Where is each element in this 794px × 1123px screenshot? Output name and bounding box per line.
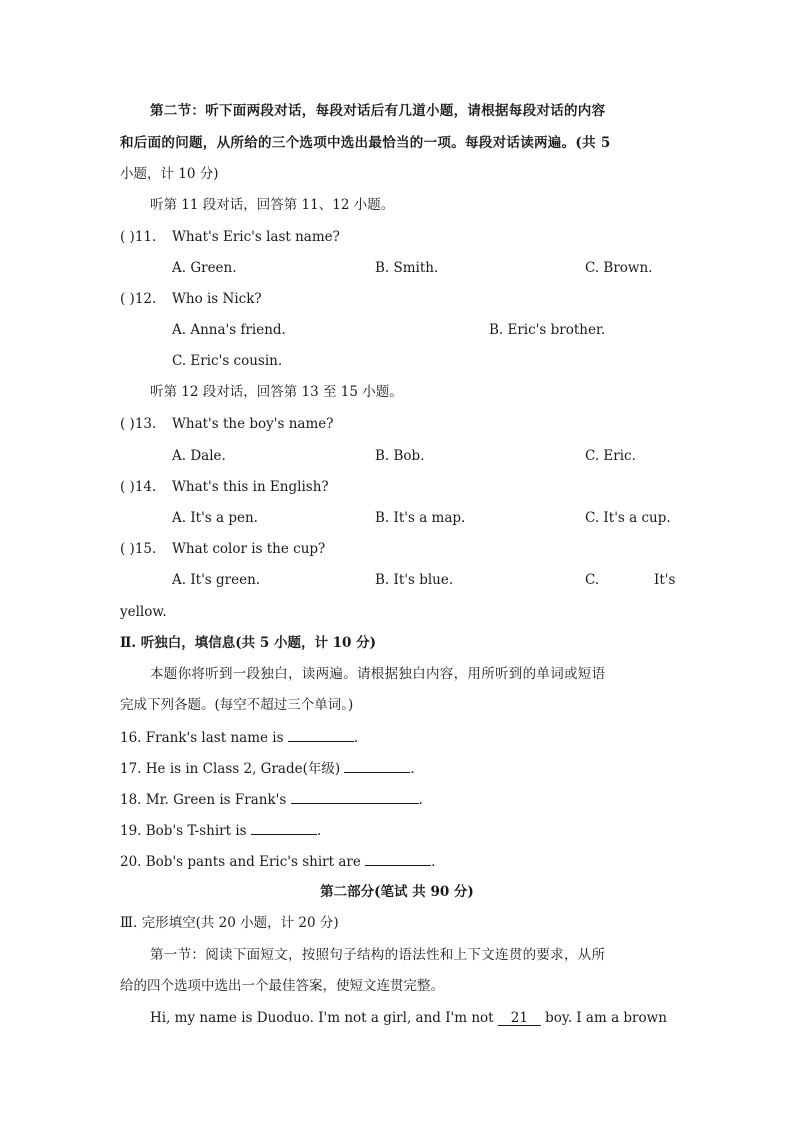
fill-item-19 — [120, 820, 321, 841]
q13-number: ( )13. — [120, 416, 157, 432]
q14-text: What's this in English? — [172, 479, 329, 495]
section2-intro-line1: 第二节：听下面两段对话，每段对话后有几道小题，请根据每段对话的内容 — [150, 103, 606, 119]
q14-option-a: A. It's a pen. — [172, 510, 258, 526]
answer-blank-18[interactable] — [291, 789, 419, 804]
part2-intro-line1: 本题你将听到一段独白，读两遍。请根据独白内容，用所听到的单词或短语 — [150, 666, 606, 682]
cloze-blank-21-number: 21 — [510, 1010, 528, 1026]
part3-intro-line2: 给的四个选项中选出一个最佳答案，使短文连贯完整。 — [120, 978, 444, 994]
q13-option-a: A. Dale. — [172, 448, 226, 464]
fill-item-20-end: . — [431, 854, 436, 870]
q15-option-b: B. It's blue. — [375, 572, 454, 588]
q11-number: ( )11. — [120, 229, 157, 245]
q13-text: What's the boy's name? — [172, 416, 334, 432]
q12-text: Who is Nick? — [172, 291, 262, 307]
q12-option-a: A. Anna's friend. — [172, 322, 286, 338]
q14-number: ( )14. — [120, 479, 157, 495]
q14-option-b: B. It's a map. — [375, 510, 466, 526]
q11-option-b: B. Smith. — [375, 260, 439, 276]
fill-item-19-end: . — [316, 823, 322, 839]
q15-number: ( )15. — [120, 541, 157, 557]
passage-start: Hi, my name is Duoduo. I'm not a girl, and I'm not — [150, 1010, 498, 1026]
fill-item-17-end: . — [410, 761, 415, 777]
dialog12-heading: 听第 12 段对话，回答第 13 至 15 小题。 — [150, 384, 403, 400]
fill-item-20 — [120, 851, 435, 872]
q11-option-a: A. Green. — [172, 260, 237, 276]
passage-line1 — [150, 1008, 667, 1028]
fill-item-17-text: 17. He is in Class 2, Grade(年级) — [120, 761, 345, 777]
q15-option-c-continuation: yellow. — [120, 604, 167, 620]
part2-intro-line2: 完成下列各题。(每空不超过三个单词。) — [120, 697, 354, 713]
q12-number: ( )12. — [120, 291, 157, 307]
q14-option-c: C. It's a cup. — [585, 510, 671, 526]
q15-option-c-letter: C. — [585, 572, 600, 588]
section2-intro-line3: 小题，计 10 分) — [120, 166, 219, 182]
q13-option-c: C. Eric. — [585, 448, 636, 464]
part3-heading: Ⅲ. 完形填空(共 20 小题，计 20 分) — [120, 915, 339, 931]
q15-option-c-word: It's — [654, 572, 676, 588]
q13-option-b: B. Bob. — [375, 448, 425, 464]
section2-intro-line2: 和后面的问题，从所给的三个选项中选出最恰当的一项。每段对话读两遍。(共 5 — [120, 135, 611, 151]
fill-item-18-end: . — [418, 792, 423, 808]
fill-item-18-text: 18. Mr. Green is Frank's — [120, 792, 291, 808]
fill-item-16-text: 16. Frank's last name is — [120, 730, 288, 746]
fill-item-17 — [120, 758, 415, 779]
q11-option-c: C. Brown. — [585, 260, 653, 276]
fill-item-16 — [120, 727, 358, 748]
q15-text: What color is the cup? — [172, 541, 326, 557]
answer-blank-17[interactable] — [344, 758, 410, 773]
part2-heading: Ⅱ. 听独白，填信息(共 5 小题，计 10 分) — [120, 635, 377, 651]
q15-option-a: A. It's green. — [172, 572, 261, 588]
q11-text: What's Eric's last name? — [172, 229, 340, 245]
fill-item-19-text: 19. Bob's T-shirt is — [120, 823, 251, 839]
dialog11-heading: 听第 11 段对话，回答第 11、12 小题。 — [150, 197, 395, 213]
written-part-heading: 第二部分(笔试 共 90 分) — [320, 884, 474, 900]
q12-option-b: B. Eric's brother. — [489, 322, 606, 338]
answer-blank-19[interactable] — [251, 820, 317, 835]
fill-item-20-text: 20. Bob's pants and Eric's shirt are — [120, 854, 366, 870]
answer-blank-16[interactable] — [288, 727, 354, 742]
part3-intro-line1: 第一节：阅读下面短文，按照句子结构的语法性和上下文连贯的要求，从所 — [150, 947, 606, 963]
fill-item-18 — [120, 789, 423, 810]
q12-option-c: C. Eric's cousin. — [172, 353, 283, 369]
answer-blank-20[interactable] — [365, 851, 431, 866]
passage-end: boy. I am a brown — [540, 1010, 667, 1026]
fill-item-16-end: . — [353, 730, 359, 746]
cloze-blank-21[interactable] — [498, 1010, 541, 1026]
